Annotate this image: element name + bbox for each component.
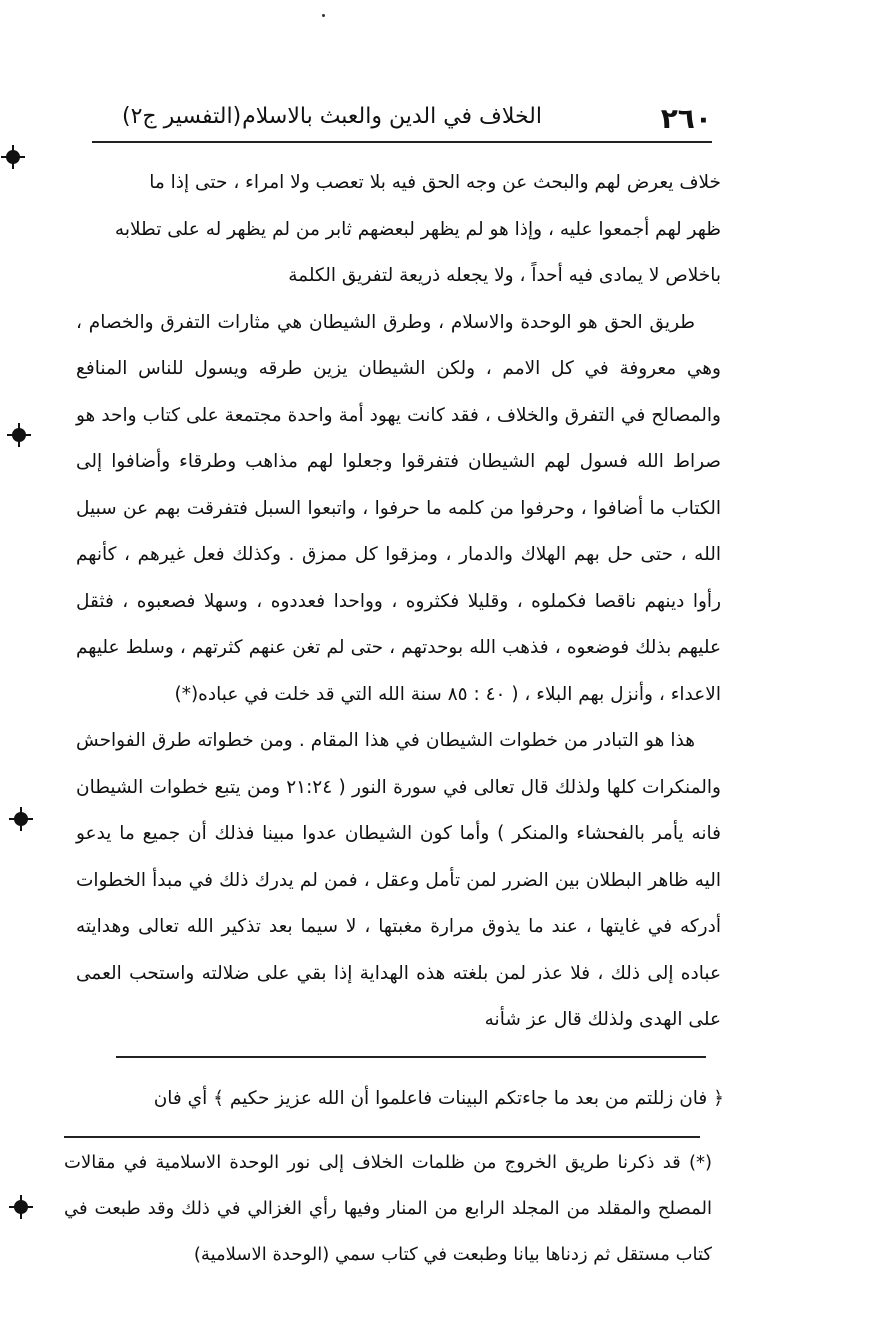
ink-blot-icon [14, 812, 28, 826]
text-line: ظهر لهم أجمعوا عليه ، وإذا هو لم يظهر لبعضهم ثابر من لم يظهر له على تطلابه [114, 218, 721, 240]
header-rule [92, 141, 712, 143]
running-title: الخلاف في الدين والعبث بالاسلام [242, 104, 542, 129]
paragraph: طريق الحق هو الوحدة والاسلام ، وطرق الشيطان هي مثارات التفرق والخصام ، وهي معروفة في كل الامم ، ولكن الشيطان يزين طرقه ويسول للناس المنافع والمصالح في التفرق والخلاف ، فقد كانت يهود أمة واحدة مجتمعة على كتاب واحد هو صراط الله فسول لهم الشيطان فتفرقوا وجعلوا لهم مذاهب وطرقاء وأضافوا إلى الكتاب ما أضافوا ، وحرفوا من كلمه ما حرفوا ، واتبعوا السبل فتفرقت بهم عن سبيل الله ، حتى حل بهم الهلاك والدمار ، ومزقوا كل ممزق . وكذلك فعل غيرهم ، كأنهم رأوا دينهم ناقصا فكملوه ، وقليلا فكثروه ، وواحدا فعددوه ، وسهلا فصعبوه ، فثقل عليهم بذلك فوضعوه ، فذهب الله بوحدتهم ، حتى لم تغن عنهم كثرتهم ، وسلط عليهم الاعداء ، وأنزل بهم البلاء ، ( ٤٠ : ٨٥ سنة الله التي قد خلت في عباده(*) [76, 311, 721, 705]
footnote [64, 1140, 712, 1278]
paragraph: هذا هو التبادر من خطوات الشيطان في هذا المقام . ومن خطواته طرق الفواحش والمنكرات كلها ولذلك قال تعالى في سورة النور ( ٢١:٢٤ ومن يتبع خطوات الشيطان فانه يأمر بالفحشاء والمنكر ) وأما كون الشيطان عدوا مبينا فذلك أن جميع ما يدعو اليه ظاهر البطلان بين الضرر لمن تأمل وعقل ، فمن لم يدرك ذلك في مبدأ الخطوات أدركه في غايتها ، عند ما يذوق مرارة مغبتها ، لا سيما بعد تذكير الله تعالى وهدايته عباده إلى ذلك ، فلا عذر لمن بلغته هذه الهداية إذا بقي على ضلالته واستحب العمى على الهدى ولذلك قال عز شأنه [76, 730, 721, 1030]
ink-blot-icon [14, 1200, 28, 1214]
main-text [76, 160, 721, 1044]
footnote-rule [64, 1136, 700, 1138]
page-number: ٢٦٠ [660, 102, 712, 135]
text-line: باخلاص لا يمادى فيه أحداً ، ولا يجعله ذريعة لتفريق الكلمة [288, 265, 721, 286]
ink-blot-icon [6, 150, 20, 164]
quran-verse: ﴿ فان زللتم من بعد ما جاءتكم البينات فاعلموا أن الله عزيز حكيم ﴾ أي فان [153, 1088, 724, 1109]
volume-label: (التفسير ج٢) [122, 104, 242, 129]
quran-rule-top [116, 1056, 706, 1058]
ink-blot-icon [12, 428, 26, 442]
page-header [92, 102, 712, 140]
text-line: خلاف يعرض لهم والبحث عن وجه الحق فيه بلا تعصب ولا امراء ، حتى إذا ما [149, 172, 721, 193]
footnote-text: (*) قد ذكرنا طريق الخروج من ظلمات الخلاف إلى نور الوحدة الاسلامية في مقالات المصلح والمقلد من المجلد الرابع من المنار وفيها رأي الغزالي في ذلك وقد طبعت في كتاب مستقل ثم زدناها بيانا وطبعت في كتاب سمي (الوحدة الاسلامية) [64, 1152, 712, 1265]
scan-speck [322, 14, 325, 17]
